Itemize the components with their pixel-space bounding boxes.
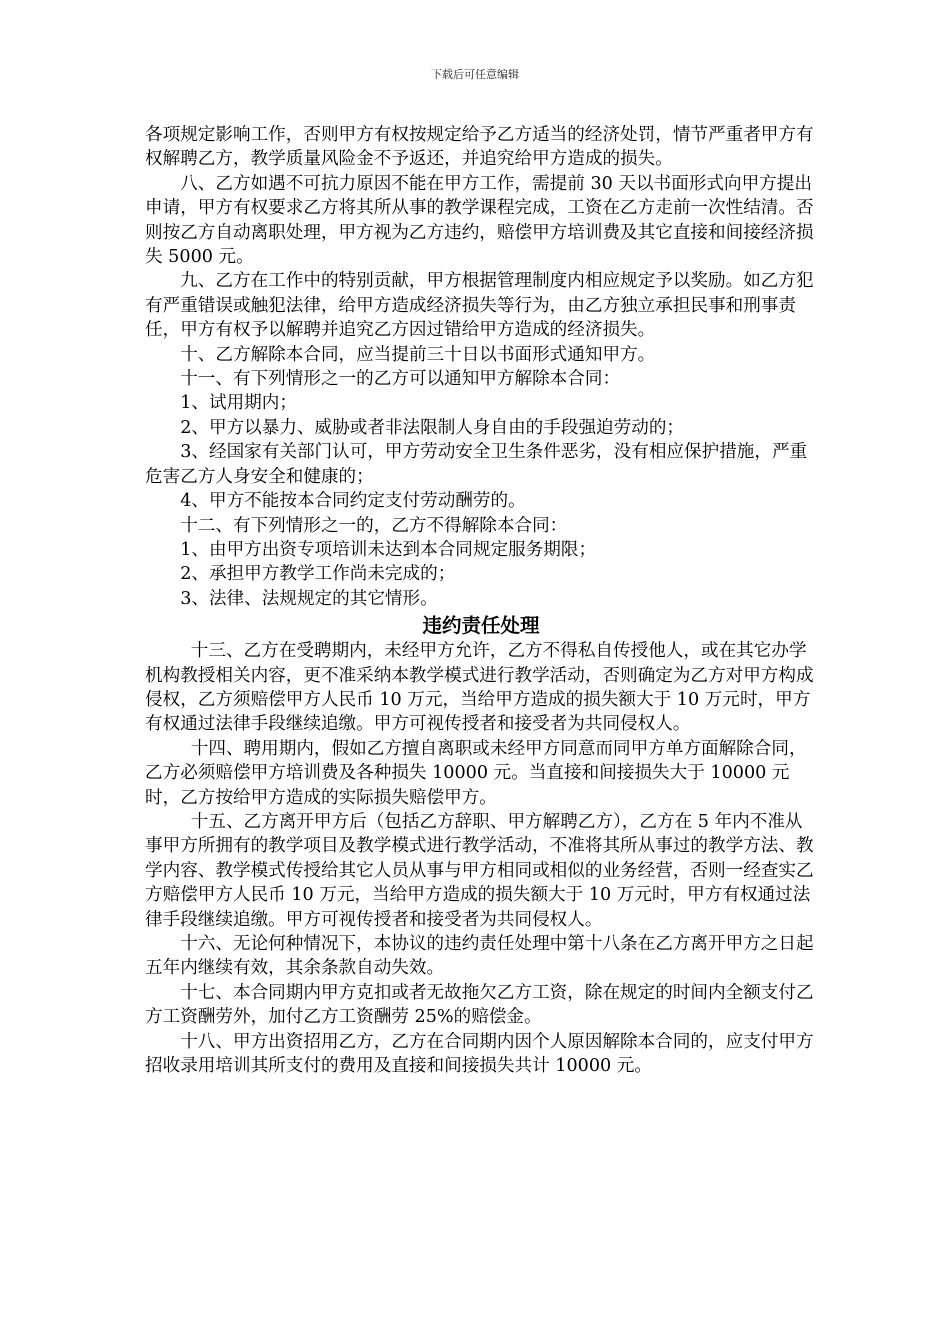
paragraph: 1、由甲方出资专项培训未达到本合同规定服务期限；: [180, 539, 597, 560]
paragraph: 十一、有下列情形之一的乙方可以通知甲方解除本合同：: [180, 369, 621, 390]
paragraph: 4、甲方不能按本合同约定支付劳动酬劳的。: [180, 491, 526, 512]
paragraph: 3、法律、法规规定的其它情形。: [180, 588, 438, 609]
paragraph: 十六、无论何种情况下，本协议的违约责任处理中第十八条在乙方离开甲方之日起五年内继续有效，其余条款自动失效。: [145, 934, 814, 979]
section-title: 违约责任处理: [422, 614, 540, 638]
paragraph: 八、乙方如遇不可抗力原因不能在甲方工作，需提前 30 天以书面形式向甲方提出申请，甲方有权要求乙方将其所从事的教学课程完成，工资在乙方走前一次性结清。否则按乙方自动离职处理，甲方视为乙方违约，赔偿甲方培训费及其它直接和间接经济损失 5000 元。: [145, 173, 814, 268]
paragraph: 1、试用期内；: [180, 393, 297, 414]
paragraph: 2、承担甲方教学工作尚未完成的；: [180, 564, 456, 585]
paragraph: 十二、有下列情形之一的，乙方不得解除本合同：: [180, 515, 568, 536]
clauses-section-top: [145, 123, 817, 611]
paragraph: 各项规定影响工作，否则甲方有权按规定给予乙方适当的经济处罚，情节严重者甲方有权解聘乙方，教学质量风险金不予返还，并追究给甲方造成的损失。: [145, 125, 814, 170]
paragraph: 十四、聘用期内，假如乙方擅自离职或未经甲方同意而同甲方单方面解除合同，乙方必须赔偿甲方培训费及各种损失 10000 元。当直接和间接损失大于 10000 元时，乙方按给甲方造成的实际损失赔偿甲方。: [145, 738, 807, 808]
paragraph: 十五、乙方离开甲方后（包括乙方辞职、甲方解聘乙方），乙方在 5 年内不准从事甲方所拥有的教学项目及教学模式进行教学活动，不准将其所从事过的教学方法、教学内容、教学模式传授给其它人员从事与甲方相同或相似的业务经营，否则一经查实乙方赔偿甲方人民币 10 万元，当给甲方造成的损失额大于 10 万元时，甲方有权通过法律手段继续追缴。甲方可视传授者和接受者为共同侵权人。: [145, 811, 814, 930]
paragraph: 3、经国家有关部门认可，甲方劳动安全卫生条件恶劣，没有相应保护措施，严重危害乙方人身安全和健康的；: [145, 442, 808, 487]
paragraph: 十七、本合同期内甲方克扣或者无故拖欠乙方工资，除在规定的时间内全额支付乙方工资酬劳外，加付乙方工资酬劳 25%的赔偿金。: [145, 982, 814, 1028]
paragraph: 九、乙方在工作中的特别贡献，甲方根据管理制度内相应规定予以奖励。如乙方犯有严重错误或触犯法律，给甲方造成经济损失等行为，由乙方独立承担民事和刑事责任，甲方有权予以解聘并追究乙方因过错给甲方造成的经济损失。: [145, 271, 814, 341]
clauses-section-breach: [145, 639, 817, 1078]
document-body: [145, 123, 817, 1078]
paragraph: 十八、甲方出资招用乙方，乙方在合同期内因个人原因解除本合同的，应支付甲方招收录用培训其所支付的费用及直接和间接损失共计 10000 元。: [145, 1031, 814, 1077]
paragraph: 十、乙方解除本合同，应当提前三十日以书面形式通知甲方。: [180, 344, 656, 365]
header-note: 下载后可任意编辑: [431, 68, 519, 81]
paragraph: 2、甲方以暴力、威胁或者非法限制人身自由的手段强迫劳动的；: [180, 417, 685, 438]
paragraph: 十三、乙方在受聘期内，未经甲方允许，乙方不得私自传授他人，或在其它办学机构教授相关内容，更不准采纳本教学模式进行教学活动，否则确定为乙方对甲方构成侵权，乙方须赔偿甲方人民币 10 万元，当给甲方造成的损失额大于 10 万元时，甲方有权通过法律手段继续追缴。甲方可视传授者和接受者为共同侵权人。: [145, 641, 814, 735]
